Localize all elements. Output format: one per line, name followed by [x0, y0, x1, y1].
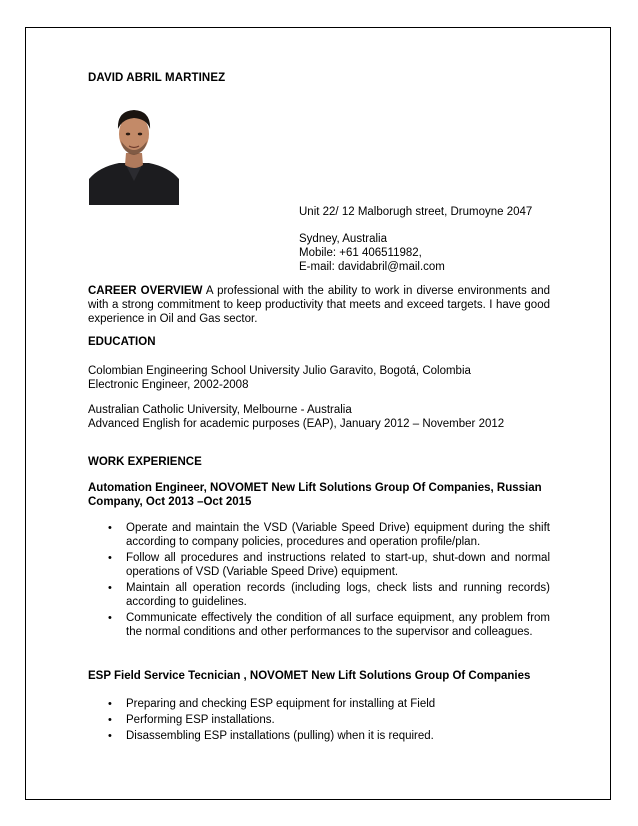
list-item-text: Operate and maintain the VSD (Variable Speed Drive) equipment during the shift according to company policies, procedures and operation profile/plan.	[126, 522, 550, 548]
education-heading: EDUCATION	[88, 336, 156, 348]
education-detail: Advanced English for academic purposes (EAP), January 2012 – November 2012	[88, 418, 505, 430]
list-item-text: Communicate effectively the condition of all surface equipment, any problem from the normal conditions and other performances to the supervisor and colleagues.	[126, 612, 550, 638]
education-detail: Electronic Engineer, 2002-2008	[88, 379, 249, 391]
list-item	[108, 611, 550, 639]
contact-mobile: Mobile: +61 406511982,	[299, 247, 422, 259]
job-duties-list	[108, 521, 550, 641]
list-item	[108, 729, 550, 743]
contact-address: Unit 22/ 12 Malborugh street, Drumoyne 2047	[299, 206, 533, 218]
list-item	[108, 697, 550, 711]
career-overview-text: A professional with the ability to work in diverse environments and with a strong commitment to keep productivity that meets and exceed targets. I have good experience in Oil and Gas sector.	[88, 285, 551, 325]
list-item	[108, 581, 550, 609]
contact-email: E-mail: davidabril@mail.com	[299, 261, 445, 273]
candidate-name: DAVID ABRIL MARTINEZ	[88, 72, 226, 84]
list-item-text: Preparing and checking ESP equipment for installing at Field	[126, 698, 436, 710]
education-entry	[88, 364, 550, 392]
profile-photo	[89, 101, 179, 205]
bullet-icon: •	[108, 582, 112, 594]
list-item-text: Disassembling ESP installations (pulling) when it is required.	[126, 730, 434, 742]
bullet-icon: •	[108, 522, 112, 534]
list-item-text: Performing ESP installations.	[126, 714, 275, 726]
bullet-icon: •	[108, 698, 112, 710]
contact-block	[299, 205, 599, 274]
profile-photo-image	[89, 101, 179, 205]
list-item	[108, 713, 550, 727]
job-title: ESP Field Service Tecnician , NOVOMET New Lift Solutions Group Of Companies	[88, 670, 531, 682]
bullet-icon: •	[108, 552, 112, 564]
education-institution: Colombian Engineering School University Julio Garavito, Bogotá, Colombia	[88, 365, 471, 377]
list-item	[108, 551, 550, 579]
list-item-text: Maintain all operation records (including logs, check lists and running records) according to guidelines.	[126, 582, 550, 608]
career-overview	[88, 284, 550, 326]
contact-city: Sydney, Australia	[299, 233, 388, 245]
job-title: Automation Engineer, NOVOMET New Lift Solutions Group Of Companies, Russian Company, Oct 2013 –Oct 2015	[88, 482, 542, 508]
career-overview-heading: CAREER OVERVIEW	[88, 285, 203, 297]
bullet-icon: •	[108, 714, 112, 726]
list-item	[108, 521, 550, 549]
job-duties-list	[108, 697, 550, 745]
education-institution: Australian Catholic University, Melbourne - Australia	[88, 404, 352, 416]
work-experience-heading: WORK EXPERIENCE	[88, 456, 202, 468]
bullet-icon: •	[108, 612, 112, 624]
education-entry	[88, 403, 550, 431]
bullet-icon: •	[108, 730, 112, 742]
list-item-text: Follow all procedures and instructions related to start-up, shut-down and normal operations of VSD (Variable Speed Drive) equipment.	[126, 552, 550, 578]
